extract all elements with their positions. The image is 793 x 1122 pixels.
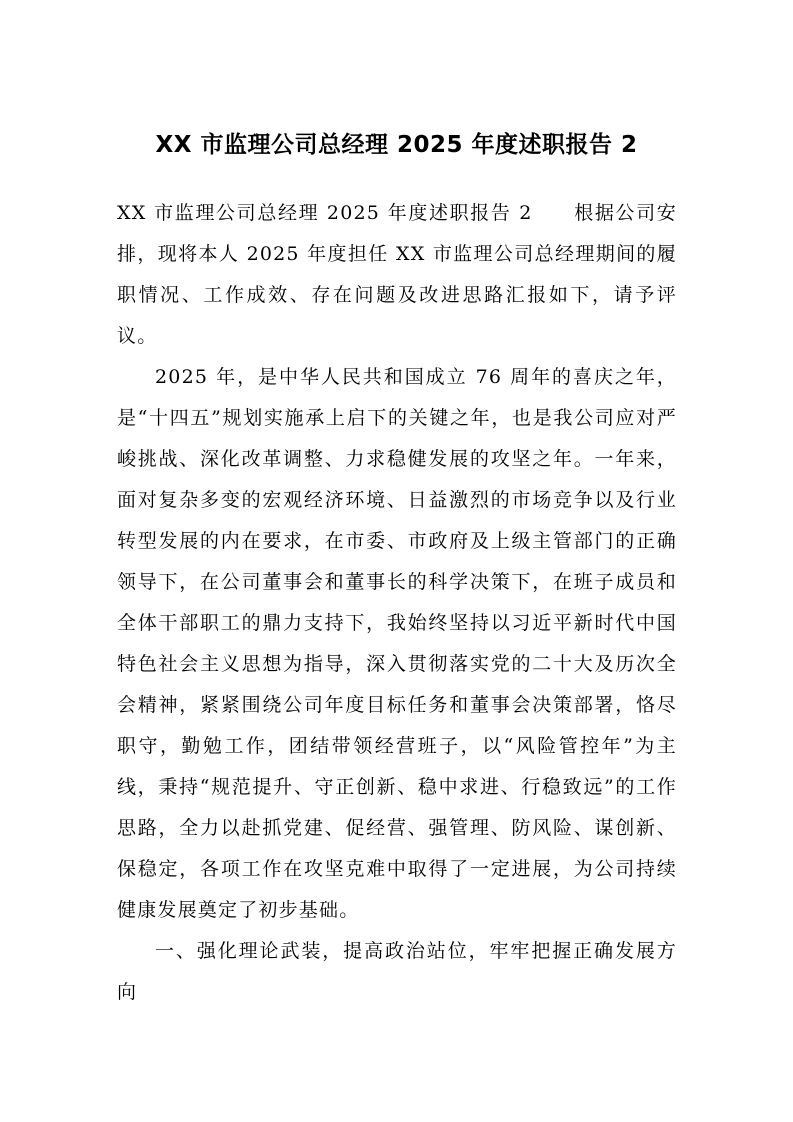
intro-paragraph: XX 市监理公司总经理 2025 年度述职报告 2 根据公司安排，现将本人 2025 年度担任 XX 市监理公司总经理期间的履职情况、工作成效、存在问题及改进思路汇报如下，请予评议。 xyxy=(117,202,677,347)
document-body xyxy=(117,193,677,1013)
document-title: XX 市监理公司总经理 2025 年度述职报告 2 xyxy=(155,132,638,158)
section-heading-1: 一、强化理论武装，提高政治站位，牢牢把握正确发展方向 xyxy=(117,940,677,1003)
overview-paragraph: 2025 年，是中华人民共和国成立 76 周年的喜庆之年，是“十四五”规划实施承上启下的关键之年，也是我公司应对严峻挑战、深化改革调整、力求稳健发展的攻坚之年。一年来，面对复杂多变的宏观经济环境、日益激烈的市场竞争以及行业转型发展的内在要求，在市委、市政府及上级主管部门的正确领导下，在公司董事会和董事长的科学决策下，在班子成员和全体干部职工的鼎力支持下，我始终坚持以习近平新时代中国特色社会主义思想为指导，深入贯彻落实党的二十大及历次全会精神，紧紧围绕公司年度目标任务和董事会决策部署，恪尽职守，勤勉工作，团结带领经营班子，以“风险管控年”为主线，秉持“规范提升、守正创新、稳中求进、行稳致远”的工作思路，全力以赴抓党建、促经营、强管理、防风险、谋创新、保稳定，各项工作在攻坚克难中取得了一定进展，为公司持续健康发展奠定了初步基础。 xyxy=(117,366,677,921)
